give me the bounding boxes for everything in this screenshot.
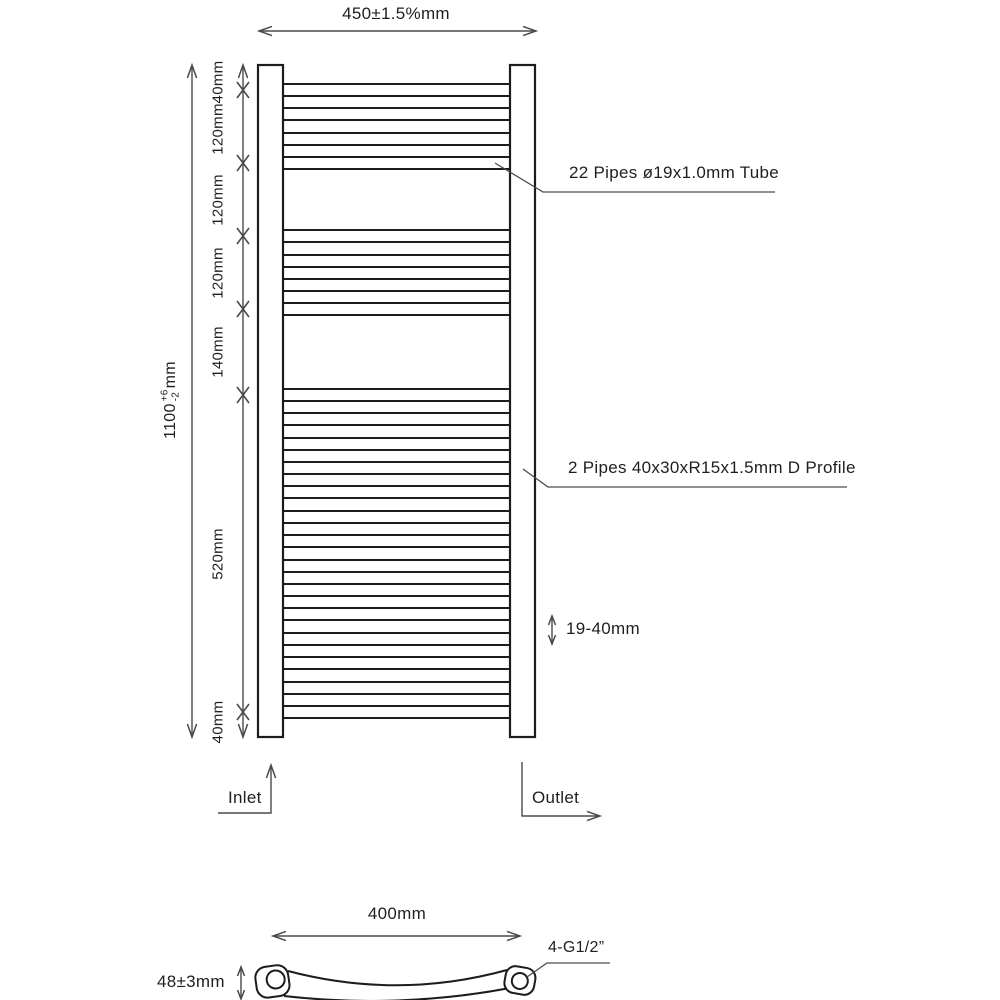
pipe-spacing-label: 19-40mm: [566, 619, 640, 638]
profile-top-curve: [288, 970, 507, 985]
left-rail: [258, 65, 283, 737]
pipe: [282, 462, 511, 474]
overall-height-tolerance: [161, 389, 182, 401]
d-profile-callout-label: 2 Pipes 40x30xR15x1.5mm D Profile: [568, 458, 856, 477]
profile-bottom-curve: [284, 988, 510, 1000]
chain-dim-40mm-top: 40mm: [209, 60, 227, 104]
pipe: [282, 682, 511, 694]
pipe: [282, 108, 511, 120]
chain-dim-120mm-2: 120mm: [209, 174, 227, 226]
chain-dim-120mm-3: 120mm: [209, 247, 227, 299]
overall-height-dimension-label: [161, 361, 182, 439]
pipe: [282, 584, 511, 596]
tolerance-plus: +6: [159, 389, 171, 402]
outlet-label: Outlet: [532, 788, 580, 807]
bottom-width-dimension-label: 400mm: [367, 904, 427, 923]
depth-dimension-label: 48±3mm: [157, 972, 225, 991]
pipe: [282, 157, 511, 169]
connection-callout-leader: [527, 963, 610, 977]
right-fitting: [503, 965, 537, 997]
overall-height-value: 1100: [162, 403, 180, 439]
pipe: [282, 279, 511, 291]
chain-dim-140mm: 140mm: [209, 326, 227, 378]
pipe: [282, 389, 511, 401]
pipe: [282, 706, 511, 718]
inlet-label: Inlet: [228, 788, 262, 807]
pipe: [282, 535, 511, 547]
chain-dim-40mm-bottom: 40mm: [209, 700, 227, 744]
chain-dim-120mm-1: 120mm: [209, 103, 227, 155]
pipe: [282, 84, 511, 96]
pipe: [282, 413, 511, 425]
left-fitting: [254, 964, 291, 999]
pipe: [282, 230, 511, 242]
right-rail: [510, 65, 535, 737]
pipe: [282, 511, 511, 523]
overall-height-unit: mm: [162, 361, 180, 389]
width-dimension-label: 450±1.5%mm: [342, 4, 450, 23]
pipe: [282, 133, 511, 145]
pipe: [282, 486, 511, 498]
pipe: [282, 255, 511, 267]
pipe: [282, 438, 511, 450]
pipe: [282, 608, 511, 620]
chain-dim-520mm: 520mm: [209, 528, 227, 580]
connection-thread-label: 4-G1/2”: [548, 939, 605, 956]
pipes-callout-label: 22 Pipes ø19x1.0mm Tube: [569, 163, 780, 182]
pipe: [282, 560, 511, 572]
tolerance-minus: -2: [170, 391, 181, 402]
pipe: [282, 303, 511, 315]
pipe: [282, 657, 511, 669]
pipe: [282, 633, 511, 645]
